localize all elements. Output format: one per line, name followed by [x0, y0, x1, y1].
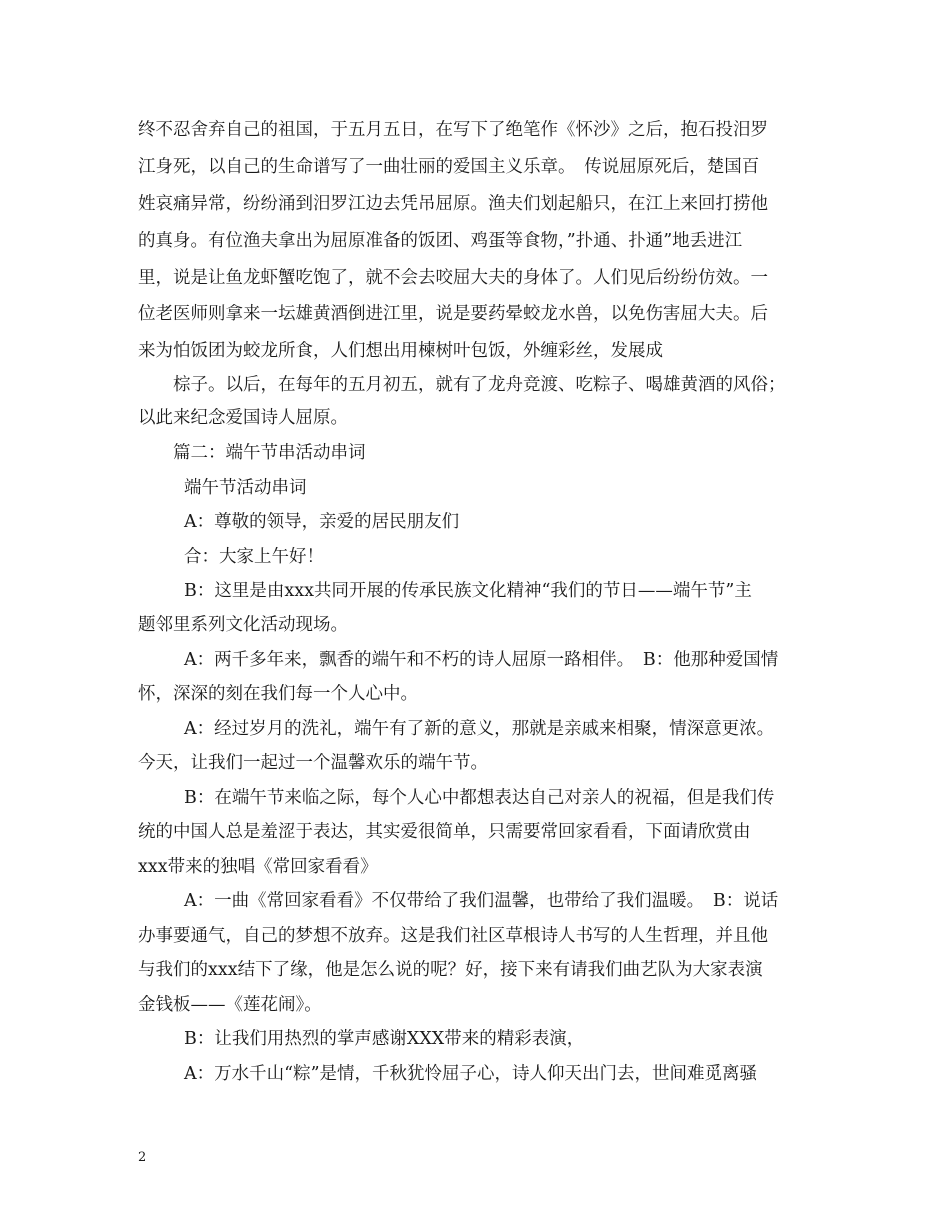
text-line: A：两千多年来，飘香的端午和不朽的诗人屈原一路相伴。 B：他那种爱国情 [184, 650, 779, 670]
text-line: B：这里是由xxx共同开展的传承民族文化精神“我们的节日——端午节”主 [184, 581, 752, 601]
text-line: 题邻里系列文化活动现场。 [138, 615, 348, 635]
text-line: 办事要通气，自己的梦想不放弃。这是我们社区草根诗人书写的人生哲理，并且他 [138, 926, 768, 946]
text-line: 以此来纪念爱国诗人屈原。 [138, 408, 348, 428]
section-subheading: 端午节活动串词 [184, 478, 307, 498]
text-line: 来为怕饭团为蛟龙所食，人们想出用楝树叶包饭，外缠彩丝，发展成 [138, 341, 663, 361]
text-line: 姓哀痛异常，纷纷涌到汨罗江边去凭吊屈原。渔夫们划起船只，在江上来回打捞他 [138, 194, 768, 214]
text-line: B：在端午节来临之际，每个人心中都想表达自己对亲人的祝福，但是我们传 [184, 788, 775, 808]
section-heading: 篇二：端午节串活动串词 [173, 443, 366, 463]
text-line: A：万水千山“粽”是情，千秋犹怜屈子心，诗人仰天出门去，世间难觅离骚 [184, 1064, 758, 1084]
text-line: xxx带来的独唱《常回家看看》 [138, 857, 378, 877]
text-line: 今天，让我们一起过一个温馨欢乐的端午节。 [138, 753, 488, 773]
text-line: 的真身。有位渔夫拿出为屈原准备的饭团、鸡蛋等食物，”扑通、扑通”地丢进江 [138, 231, 743, 251]
text-line: 统的中国人总是羞涩于表达，其实爱很简单，只需要常回家看看，下面请欣赏由 [138, 822, 751, 842]
text-line: A：经过岁月的洗礼，端午有了新的意义，那就是亲戚来相聚，情深意更浓。 [184, 719, 775, 739]
text-line: 里，说是让鱼龙虾蟹吃饱了，就不会去咬屈大夫的身体了。人们见后纷纷仿效。一 [138, 268, 768, 288]
text-line: 金钱板——《莲花闹》。 [138, 995, 322, 1015]
text-line: 怀，深深的刻在我们每一个人心中。 [138, 684, 418, 704]
page-number: 2 [138, 1150, 147, 1165]
text-line: 合：大家上午好！ [184, 547, 324, 567]
text-line: 终不忍舍弃自己的祖国，于五月五日，在写下了绝笔作《怀沙》之后，抱石投汨罗 [138, 120, 768, 140]
text-line: 与我们的xxx结下了缘，他是怎么说的呢？好，接下来有请我们曲艺队为大家表演 [138, 960, 763, 980]
text-line: 江身死，以自己的生命谱写了一曲壮丽的爱国主义乐章。 传说屈原死后，楚国百 [138, 157, 760, 177]
text-line: A：一曲《常回家看看》不仅带给了我们温馨，也带给了我们温暖。 B：说话 [184, 891, 779, 911]
text-line: 棕子。以后，在每年的五月初五，就有了龙舟竞渡、吃粽子、喝雄黄酒的风俗； [173, 375, 786, 395]
text-line: 位老医师则拿来一坛雄黄酒倒进江里，说是要药晕蛟龙水兽，以免伤害屈大夫。后 [138, 304, 768, 324]
text-line: A：尊敬的领导，亲爱的居民朋友们 [184, 512, 460, 532]
text-line: B：让我们用热烈的掌声感谢XXX带来的精彩表演， [184, 1029, 585, 1049]
